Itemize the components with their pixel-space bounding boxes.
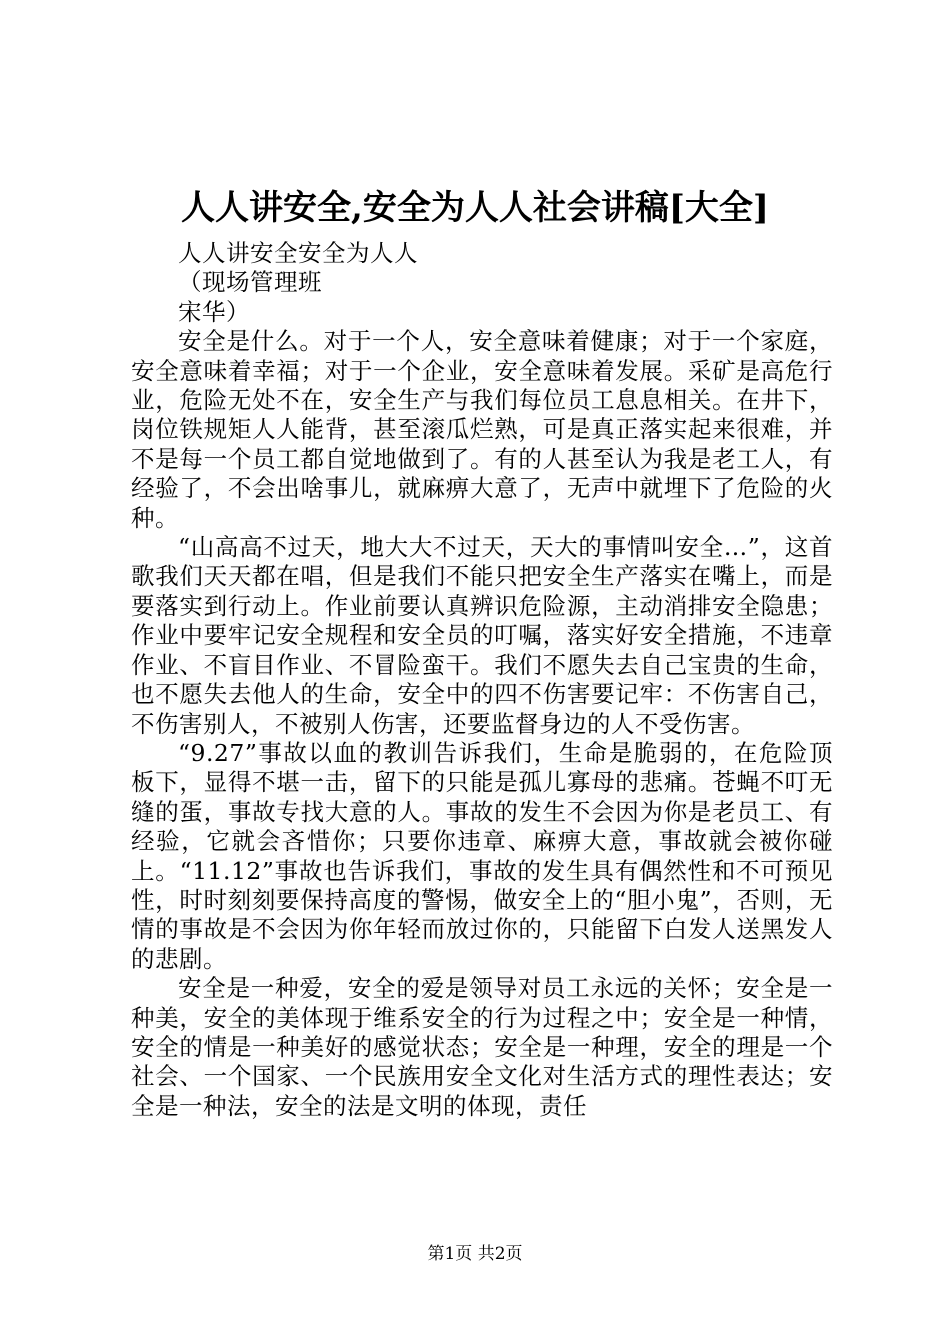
subtitle-line: 人人讲安全安全为人人 [178,239,418,267]
affiliation-line: （现场管理班 [178,268,322,297]
page-number-footer: 第1页 共2页 [427,1244,523,1264]
document-title: 人人讲安全,安全为人人社会讲稿[大全] [180,188,769,228]
author-line: 宋华） [178,297,250,326]
body-paragraph: “山高高不过天，地大大不过天，天大的事情叫安全…”，这首歌我们天天都在唱，但是我们不能只把安全生产落实在嘴上，而是要落实到行动上。作业前要认真辨识危险源，主动消排安全隐患；作业中要牢记安全规程和安全员的叮嘱，落实好安全措施，不违章作业、不盲目作业、不冒险蛮干。我们不愿失去自己宝贵的生命，也不愿失去他人的生命，安全中的四不伤害要记牢：不伤害自己，不伤害别人，不被别人伤害，还要监督身边的人不受伤害。 [131,533,833,738]
document-body [131,239,833,1121]
body-paragraph: 安全是一种爱，安全的爱是领导对员工永远的关怀；安全是一种美，安全的美体现于维系安全的行为过程之中；安全是一种情，安全的情是一种美好的感觉状态；安全是一种理，安全的理是一个社会、一个国家、一个民族用安全文化对生活方式的理性表达；安全是一种法，安全的法是文明的体现，责任 [131,974,833,1120]
body-paragraph: “9.27”事故以血的教训告诉我们，生命是脆弱的，在危险顶板下，显得不堪一击，留下的只能是孤儿寡母的悲痛。苍蝇不叮无缝的蛋，事故专找大意的人。事故的发生不会因为你是老员工、有经验，它就会吝惜你；只要你违章、麻痹大意，事故就会被你碰上。“11.12”事故也告诉我们，事故的发生具有偶然性和不可预见性，时时刻刻要保持高度的警惕，做安全上的“胆小鬼”，否则，无情的事故是不会因为你年轻而放过你的，只能留下白发人送黑发人的悲剧。 [131,738,833,973]
body-paragraph: 安全是什么。对于一个人，安全意味着健康；对于一个家庭，安全意味着幸福；对于一个企业，安全意味着发展。采矿是高危行业，危险无处不在，安全生产与我们每位员工息息相关。在井下，岗位铁规矩人人能背，甚至滚瓜烂熟，可是真正落实起来很难，并不是每一个员工都自觉地做到了。有的人甚至认为我是老工人，有经验了，不会出啥事儿，就麻痹大意了，无声中就埋下了危险的火种。 [131,327,833,532]
